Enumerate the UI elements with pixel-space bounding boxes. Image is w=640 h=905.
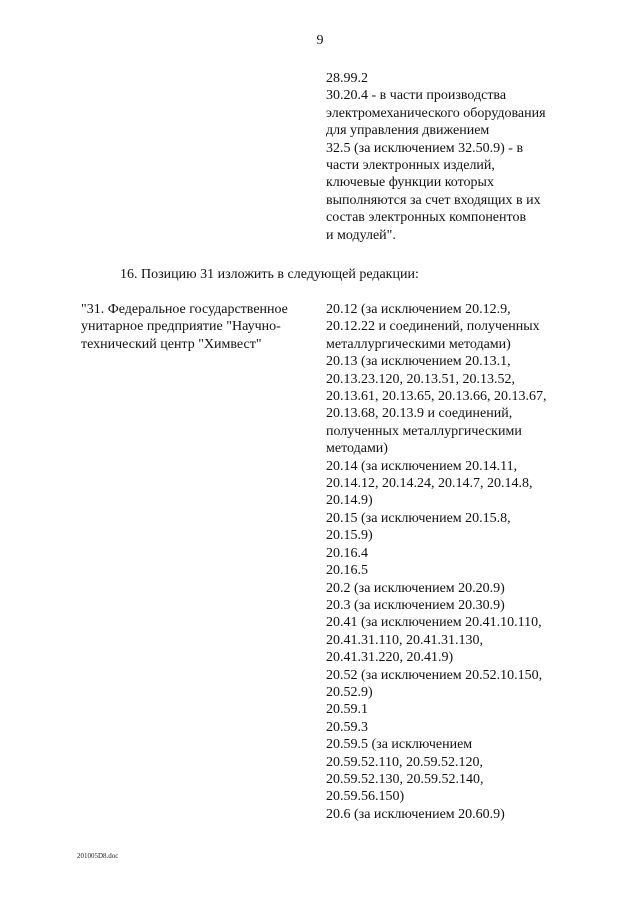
code-line: 20.41.31.220, 20.41.9): [326, 650, 454, 666]
organization-name-line: "31. Федеральное государственное: [81, 302, 288, 317]
code-line: 20.59.52.130, 20.59.52.140,: [326, 771, 484, 787]
code-line: 20.12 (за исключением 20.12.9,: [326, 302, 511, 317]
code-line: 20.15.9): [326, 528, 373, 544]
code-line: 20.3 (за исключением 20.30.9): [326, 597, 505, 613]
code-line: металлургическими методами): [326, 336, 511, 352]
organization-name-line: технический центр "Химвест": [81, 336, 262, 352]
code-line: 20.2 (за исключением 20.20.9): [326, 580, 505, 596]
position-organization-name: [81, 301, 316, 353]
code-line: 20.13.23.120, 20.13.51, 20.13.52,: [326, 371, 515, 387]
okved-codes-column: [326, 301, 621, 823]
continued-code-line: выполняются за счет входящих в их: [326, 192, 541, 208]
code-line: 20.13.61, 20.13.65, 20.13.66, 20.13.67,: [326, 389, 547, 405]
footer-filename: 201005D8.doc: [77, 852, 119, 860]
code-line: 20.59.1: [326, 702, 368, 718]
continued-code-line: состав электронных компонентов: [326, 210, 527, 226]
amendment-instruction: 16. Позицию 31 изложить в следующей редакции:: [120, 267, 419, 282]
code-line: 20.13 (за исключением 20.13.1,: [326, 354, 511, 370]
code-line: 20.59.3: [326, 719, 368, 735]
continued-code-line: 32.5 (за исключением 32.50.9) - в: [326, 140, 524, 156]
code-line: 20.14.9): [326, 493, 373, 509]
continued-code-line: для управления движением: [326, 123, 490, 139]
code-line: 20.16.5: [326, 563, 368, 579]
page-number: 9: [316, 33, 324, 48]
code-line: 20.41.31.110, 20.41.31.130,: [326, 632, 483, 648]
continued-codes-block: [326, 70, 616, 244]
code-line: 20.6 (за исключением 20.60.9): [326, 806, 505, 822]
code-line: 20.59.5 (за исключением: [326, 737, 473, 753]
code-line: 20.52 (за исключением 20.52.10.150,: [326, 667, 543, 683]
code-line: методами): [326, 441, 388, 457]
continued-code-line: части электронных изделий,: [326, 158, 495, 174]
code-line: 20.59.56.150): [326, 789, 405, 805]
continued-code-line: 28.99.2: [326, 71, 368, 86]
organization-name-line: унитарное предприятие "Научно-: [81, 319, 281, 335]
code-line: 20.13.68, 20.13.9 и соединений,: [326, 406, 513, 422]
code-line: 20.52.9): [326, 684, 373, 700]
continued-code-line: 30.20.4 - в части производства: [326, 88, 507, 104]
code-line: 20.59.52.110, 20.59.52.120,: [326, 754, 483, 770]
code-line: 20.16.4: [326, 545, 368, 561]
continued-code-line: ключевые функции которых: [326, 175, 494, 191]
code-line: 20.12.22 и соединений, полученных: [326, 319, 540, 335]
code-line: 20.15 (за исключением 20.15.8,: [326, 510, 511, 526]
code-line: 20.14.12, 20.14.24, 20.14.7, 20.14.8,: [326, 476, 533, 492]
code-line: 20.14 (за исключением 20.14.11,: [326, 458, 518, 474]
code-line: полученных металлургическими: [326, 423, 522, 439]
code-line: 20.41 (за исключением 20.41.10.110,: [326, 615, 542, 631]
continued-code-line: электромеханического оборудования: [326, 105, 546, 121]
continued-code-line: и модулей".: [326, 227, 396, 243]
